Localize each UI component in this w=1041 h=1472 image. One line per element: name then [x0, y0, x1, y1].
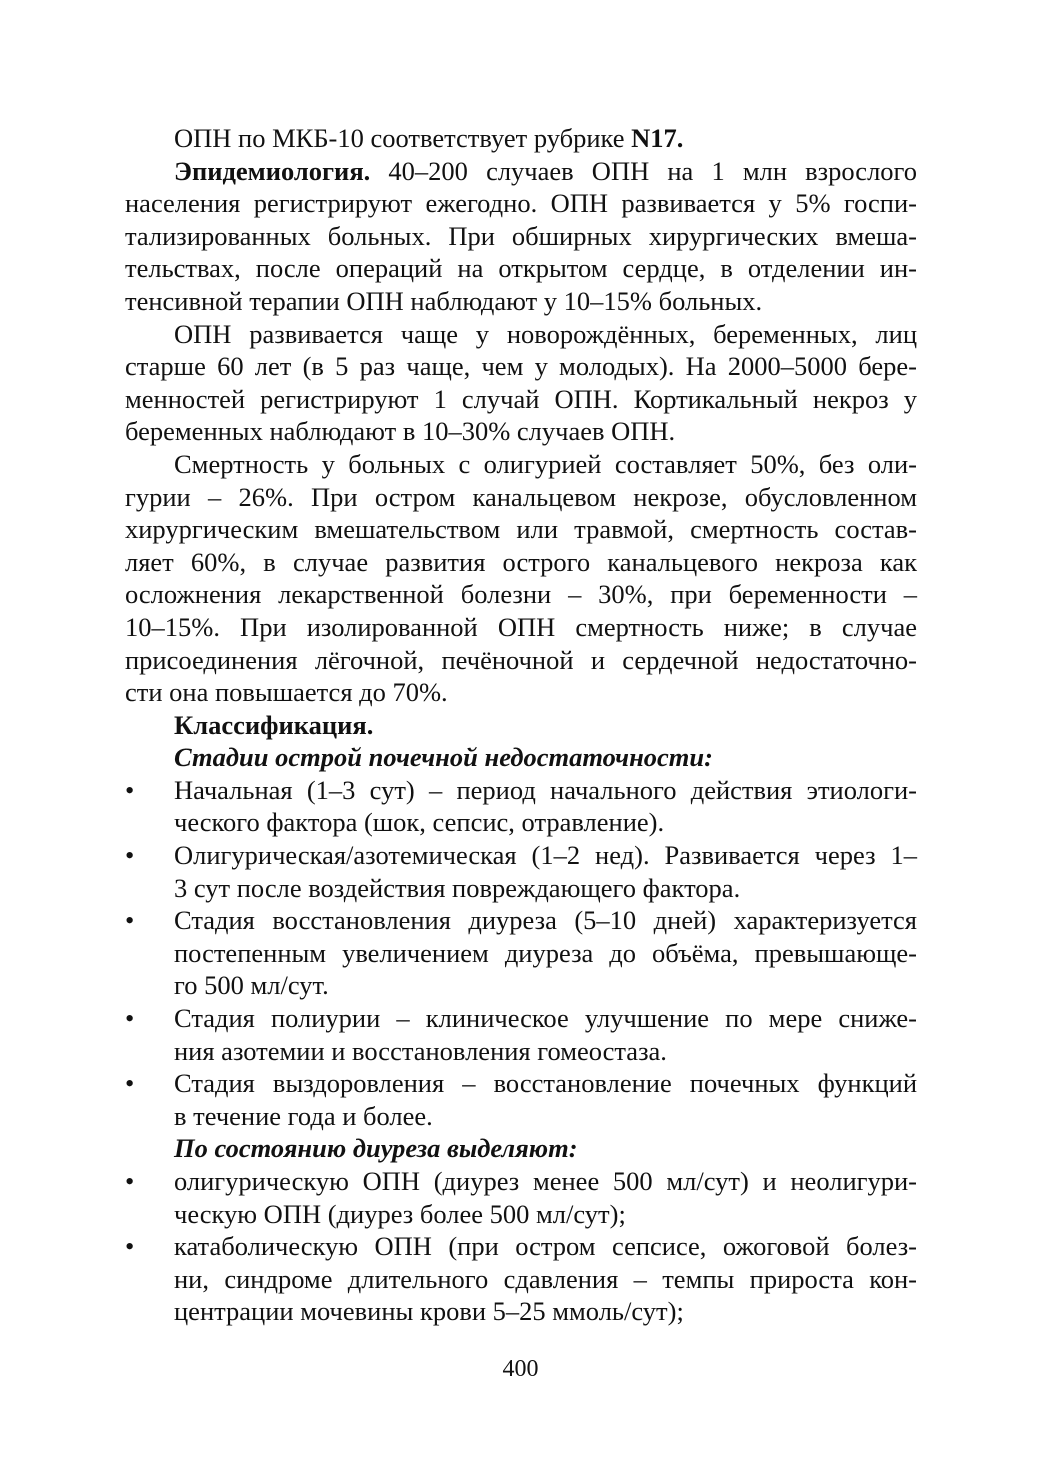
list-item-text: Олигурическая/азотемическая (1–2 нед). Развивается через 1– — [174, 840, 917, 871]
bullet-icon: • — [125, 1068, 135, 1099]
bullet-icon: • — [125, 1231, 135, 1262]
list-item-continuation: ческого фактора (шок, сепсис, отравление). — [174, 807, 665, 838]
icd-code: N17. — [631, 123, 684, 153]
classification-heading — [125, 709, 917, 742]
list-item — [125, 1230, 917, 1263]
paragraph-line: сти она повышается до 70%. — [125, 677, 448, 708]
bullet-icon: • — [125, 1166, 135, 1196]
list-item — [125, 774, 917, 807]
page-body — [125, 122, 917, 1328]
paragraph-line: старше 60 лет (в 5 раз чаще, чем у молодых). На 2000–5000 бере- — [125, 351, 917, 382]
list-item-text: Стадия полиурии – клиническое улучшение по мере сниже- — [174, 1003, 917, 1034]
page-number: 400 — [502, 1356, 539, 1382]
list-item — [125, 1067, 917, 1100]
paragraph-line: тельствах, после операций на открытом сердце, в отделении ин- — [125, 253, 917, 284]
paragraph-line: Смертность у больных с олигурией составляет 50%, без оли- — [174, 448, 917, 479]
paragraph-line: менностей регистрируют 1 случай ОПН. Кортикальный некроз у — [125, 383, 917, 414]
bullet-icon: • — [125, 840, 135, 871]
bullet-icon: • — [125, 1003, 135, 1034]
bullet-icon: • — [125, 905, 135, 936]
list-item-continuation: 3 сут после воздействия повреждающего фактора. — [174, 872, 741, 903]
list-item-continuation: постепенным увеличением диуреза до объёма, превышающе- — [174, 937, 917, 968]
list-item-continuation: ния азотемии и восстановления гомеостаза. — [174, 1035, 667, 1066]
paragraph-line: беременных наблюдают в 10–30% случаев ОПН. — [125, 416, 676, 447]
paragraph-line: осложнения лекарственной болезни – 30%, при беременности – — [125, 579, 917, 610]
intro-line — [125, 122, 917, 155]
epidemiology-line-1 — [125, 155, 917, 188]
list-item — [125, 1165, 917, 1198]
list-item-continuation: го 500 мл/сут. — [174, 970, 329, 1001]
intro-text: ОПН по МКБ-10 соответствует рубрике — [174, 123, 632, 153]
list-item-text: катаболическую ОПН (при остром сепсисе, ожоговой болез- — [174, 1231, 917, 1262]
paragraph-line: присоединения лёгочной, печёночной и сердечной недостаточно- — [125, 644, 917, 675]
paragraph-text: 40–200 случаев ОПН на 1 млн взрослого — [370, 155, 917, 186]
paragraph-line: населения регистрируют ежегодно. ОПН развивается у 5% госпи- — [125, 188, 917, 219]
list-item-text: олигурическую ОПН (диурез менее 500 мл/сут) и неолигури- — [174, 1166, 917, 1196]
bullet-icon: • — [125, 774, 135, 805]
classification-heading-text: Классификация. — [174, 709, 374, 740]
paragraph-line: ОПН развивается чаще у новорождённых, беременных, лиц — [174, 318, 917, 349]
epidemiology-heading: Эпидемиология. — [174, 155, 371, 186]
list-item-continuation: в течение года и более. — [174, 1100, 433, 1131]
list-item — [125, 839, 917, 872]
list-item-text: Начальная (1–3 сут) – период начального действия этиологи- — [174, 774, 917, 805]
paragraph-line: тализированных больных. При обширных хирургических вмеша- — [125, 220, 917, 251]
list-item-continuation: ческую ОПН (диурез более 500 мл/сут); — [174, 1198, 626, 1229]
list-item — [125, 904, 917, 937]
list-item-continuation: центрации мочевины крови 5–25 ммоль/сут); — [174, 1296, 684, 1327]
stages-heading: Стадии острой почечной недостаточности: — [174, 742, 713, 773]
paragraph-line: гурии – 26%. При остром канальцевом некрозе, обусловленном — [125, 481, 917, 512]
paragraph-line: ляет 60%, в случае развития острого канальцевого некроза как — [125, 546, 917, 577]
list-item-continuation: ни, синдроме длительного сдавления – темпы прироста кон- — [174, 1263, 917, 1294]
list-item — [125, 1002, 917, 1035]
paragraph-line: тенсивной терапии ОПН наблюдают у 10–15% больных. — [125, 285, 763, 316]
list-item-text: Стадия восстановления диуреза (5–10 дней) характеризуется — [174, 905, 917, 936]
paragraph-line: 10–15%. При изолированной ОПН смертность ниже; в случае — [125, 611, 917, 642]
list-item-text: Стадия выздоровления – восстановление почечных функций — [174, 1068, 917, 1099]
paragraph-line: хирургическим вмешательством или травмой, смертность состав- — [125, 514, 917, 545]
diuresis-heading: По состоянию диуреза выделяют: — [174, 1133, 578, 1164]
